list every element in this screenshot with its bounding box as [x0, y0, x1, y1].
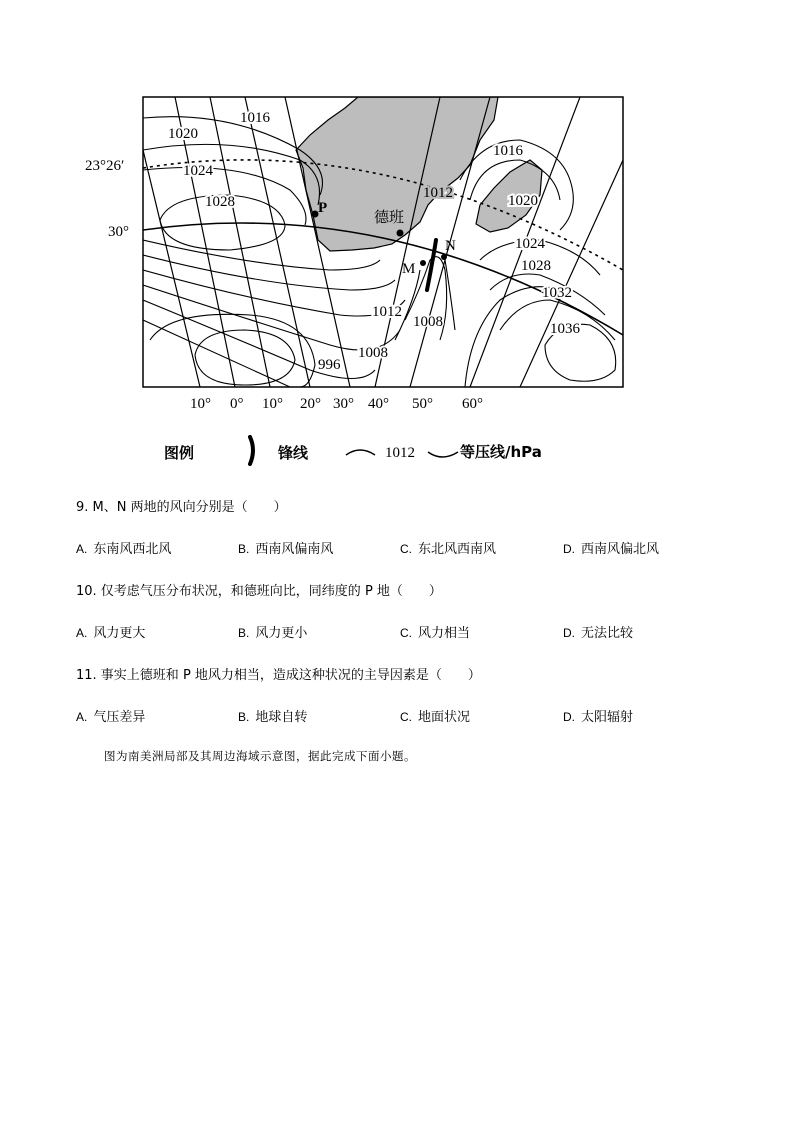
isobar-label: 1036	[550, 321, 580, 337]
q10-option-c[interactable]	[400, 622, 470, 641]
isobar-label: 1012	[423, 185, 453, 201]
lon-labels	[190, 396, 483, 412]
lon-label: 0°	[230, 396, 244, 412]
option-letter: A.	[76, 542, 88, 556]
option-letter: B.	[238, 626, 250, 640]
map-legend	[164, 437, 542, 464]
q11-option-a[interactable]	[76, 706, 145, 725]
isobar-label: 1028	[521, 258, 551, 274]
question-10-stem: 10. 仅考虑气压分布状况，和德班向比，同纬度的 P 地（ ）	[76, 584, 442, 599]
map-body	[143, 97, 623, 387]
option-letter: C.	[400, 626, 412, 640]
option-letter: B.	[238, 542, 250, 556]
q10-option-d[interactable]	[563, 622, 633, 641]
legend-title: 图例	[164, 444, 195, 462]
option-letter: B.	[238, 710, 250, 724]
isobar-label: 1016	[493, 143, 523, 159]
isobar-label: 1024	[183, 163, 213, 179]
option-text: 西南风偏北风	[581, 542, 660, 557]
lon-label: 50°	[412, 396, 433, 412]
option-text: 东南风西北风	[93, 542, 172, 557]
lat-label-tropic: 23°26′	[85, 158, 125, 174]
q10-option-b[interactable]	[238, 622, 307, 641]
legend-isobar-label: 等压线/hPa	[460, 443, 542, 461]
q11-option-c[interactable]	[400, 706, 470, 725]
lon-label: 10°	[190, 396, 211, 412]
option-text: 东北风西南风	[418, 542, 497, 557]
isobar-label: 1032	[542, 285, 572, 301]
point-durban-dot	[397, 230, 404, 237]
legend-front-symbol	[250, 437, 253, 464]
weather-map	[0, 0, 794, 480]
isobar-label: 1008	[358, 345, 388, 361]
option-text: 地面状况	[418, 710, 471, 725]
q9-option-d[interactable]	[563, 538, 659, 557]
lon-label: 60°	[462, 396, 483, 412]
option-letter: A.	[76, 626, 88, 640]
option-text: 风力相当	[418, 626, 471, 641]
option-letter: D.	[563, 710, 575, 724]
legend-isobar-value: 1012	[385, 445, 415, 461]
legend-isobar-symbol-left	[346, 450, 375, 455]
q11-option-b[interactable]	[238, 706, 307, 725]
option-letter: C.	[400, 710, 412, 724]
option-letter: C.	[400, 542, 412, 556]
option-letter: A.	[76, 710, 88, 724]
point-m-label: M	[402, 261, 416, 277]
point-m-dot	[420, 260, 426, 266]
option-text: 气压差异	[93, 710, 146, 725]
point-n-label: N	[445, 238, 456, 254]
q9-option-c[interactable]	[400, 538, 496, 557]
lon-label: 10°	[262, 396, 283, 412]
point-durban-label: 德班	[374, 210, 405, 226]
legend-front-label: 锋线	[278, 444, 309, 462]
option-text: 风力更大	[93, 626, 146, 641]
isobar-label: 1008	[413, 314, 443, 330]
option-text: 无法比较	[581, 626, 634, 641]
q9-option-b[interactable]	[238, 538, 333, 557]
option-text: 风力更小	[255, 626, 308, 641]
isobar-label: 1020	[508, 193, 538, 209]
question-11-stem: 11. 事实上德班和 P 地风力相当，造成这种状况的主导因素是（ ）	[76, 668, 481, 683]
isobar-label: 1020	[168, 126, 198, 142]
option-text: 地球自转	[255, 710, 308, 725]
next-section-intro: 图为南美洲局部及其周边海域示意图，据此完成下面小题。	[104, 749, 416, 763]
isobar-label: 1016	[240, 110, 270, 126]
lon-label: 30°	[333, 396, 354, 412]
isobar-label: 996	[318, 357, 341, 373]
option-text: 西南风偏南风	[255, 542, 334, 557]
point-n-dot	[441, 254, 447, 260]
lon-label: 40°	[368, 396, 389, 412]
q10-option-a[interactable]	[76, 622, 145, 641]
legend-isobar-symbol-right	[428, 452, 458, 457]
question-9-stem: 9. M、N 两地的风向分别是（ ）	[76, 500, 287, 515]
isobar-label: 1028	[205, 194, 235, 210]
isobar-label: 1024	[515, 236, 545, 252]
q9-option-a[interactable]	[76, 538, 171, 557]
lat-label-30: 30°	[108, 224, 129, 240]
point-p-label: P	[318, 200, 328, 216]
q11-option-d[interactable]	[563, 706, 633, 725]
option-letter: D.	[563, 542, 575, 556]
option-letter: D.	[563, 626, 575, 640]
isobar-label: 1012	[372, 304, 402, 320]
lon-label: 20°	[300, 396, 321, 412]
option-text: 太阳辐射	[581, 710, 634, 725]
